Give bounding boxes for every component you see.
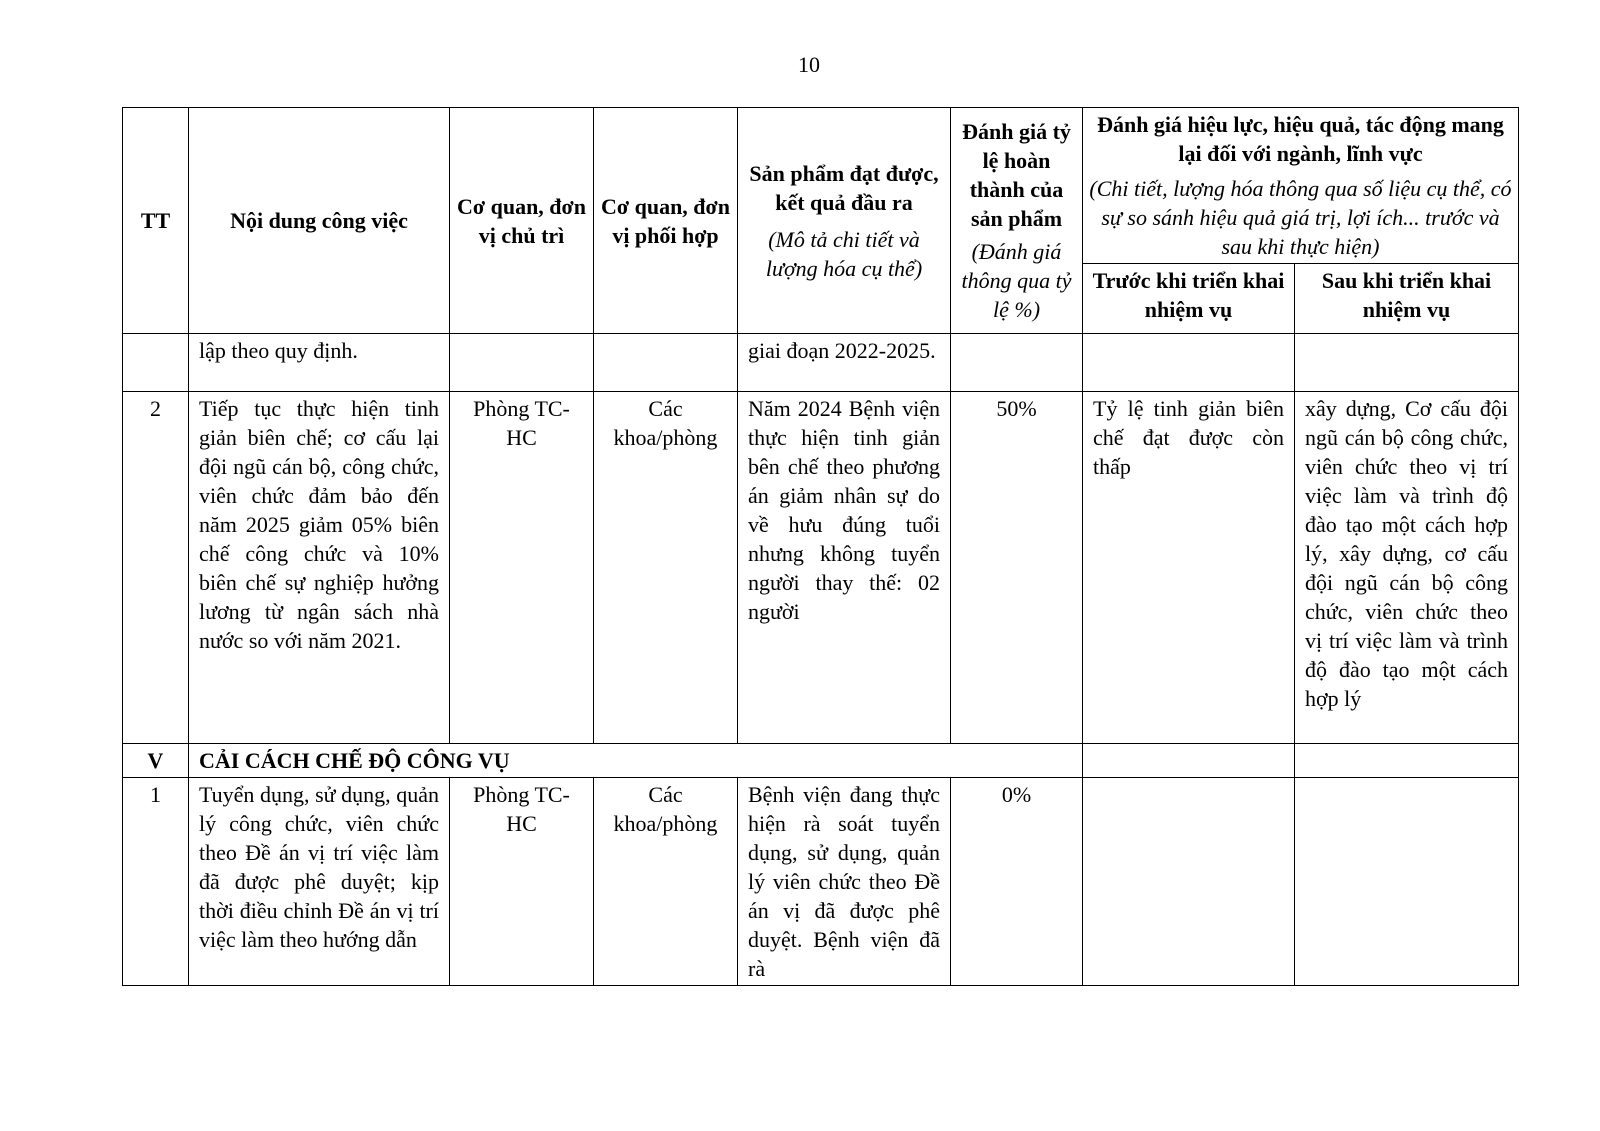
table-row: 1 Tuyển dụng, sử dụng, quản lý công chức, viên chức theo Đề án vị trí việc làm đã được phê duyệt; kịp thời điều chỉnh Đề án vị trí việc làm theo hướng dẫn Phòng TC-HC Các khoa/phòng Bệnh viện đang thực hiện rà soát tuyển dụng, sử dụng, quản lý viên chức theo Đề án vị đã được phê duyệt. Bệnh viện đã rà 0% [123, 778, 1519, 986]
header-product: Sản phẩm đạt được, kết quả đầu ra (Mô tả chi tiết và lượng hóa cụ thể) [738, 108, 951, 334]
section-row: V CẢI CÁCH CHẾ ĐỘ CÔNG VỤ [123, 744, 1519, 778]
header-after: Sau khi triển khai nhiệm vụ [1295, 264, 1519, 334]
header-coop: Cơ quan, đơn vị phối hợp [594, 108, 738, 334]
header-tt: TT [123, 108, 189, 334]
table-row: lập theo quy định. giai đoạn 2022-2025. [123, 334, 1519, 392]
header-rate: Đánh giá tỷ lệ hoàn thành của sản phẩm (Đánh giá thông qua tỷ lệ %) [951, 108, 1083, 334]
report-table [122, 107, 1519, 986]
header-before: Trước khi triển khai nhiệm vụ [1083, 264, 1295, 334]
section-title: CẢI CÁCH CHẾ ĐỘ CÔNG VỤ [189, 744, 1083, 778]
header-content: Nội dung công việc [189, 108, 450, 334]
header-impact: Đánh giá hiệu lực, hiệu quả, tác động mang lại đối với ngành, lĩnh vực (Chi tiết, lượng hóa thông qua số liệu cụ thể, có sự so sánh hiệu quả giá trị, lợi ích... trước và sau khi thực hiện) [1083, 108, 1519, 264]
page-number: 10 [798, 52, 820, 77]
table-row: 2 Tiếp tục thực hiện tinh giản biên chế; cơ cấu lại đội ngũ cán bộ, công chức, viên chức đảm bảo đến năm 2025 giảm 05% biên chế công chức và 10% biên chế sự nghiệp hưởng lương từ ngân sách nhà nước so với năm 2021. Phòng TC-HC Các khoa/phòng Năm 2024 Bệnh viện thực hiện tinh giản bên chế theo phương án giảm nhân sự do về hưu đúng tuổi nhưng không tuyển người thay thế: 02 người 50% Tỷ lệ tinh giản biên chế đạt được còn thấp xây dựng, Cơ cấu đội ngũ cán bộ công chức, viên chức theo vị trí việc làm và trình độ đào tạo một cách hợp lý, xây dựng, cơ cấu đội ngũ cán bộ công chức, viên chức theo vị trí việc làm và trình độ đào tạo một cách hợp lý [123, 392, 1519, 744]
header-lead: Cơ quan, đơn vị chủ trì [450, 108, 594, 334]
header-row [123, 108, 1519, 264]
